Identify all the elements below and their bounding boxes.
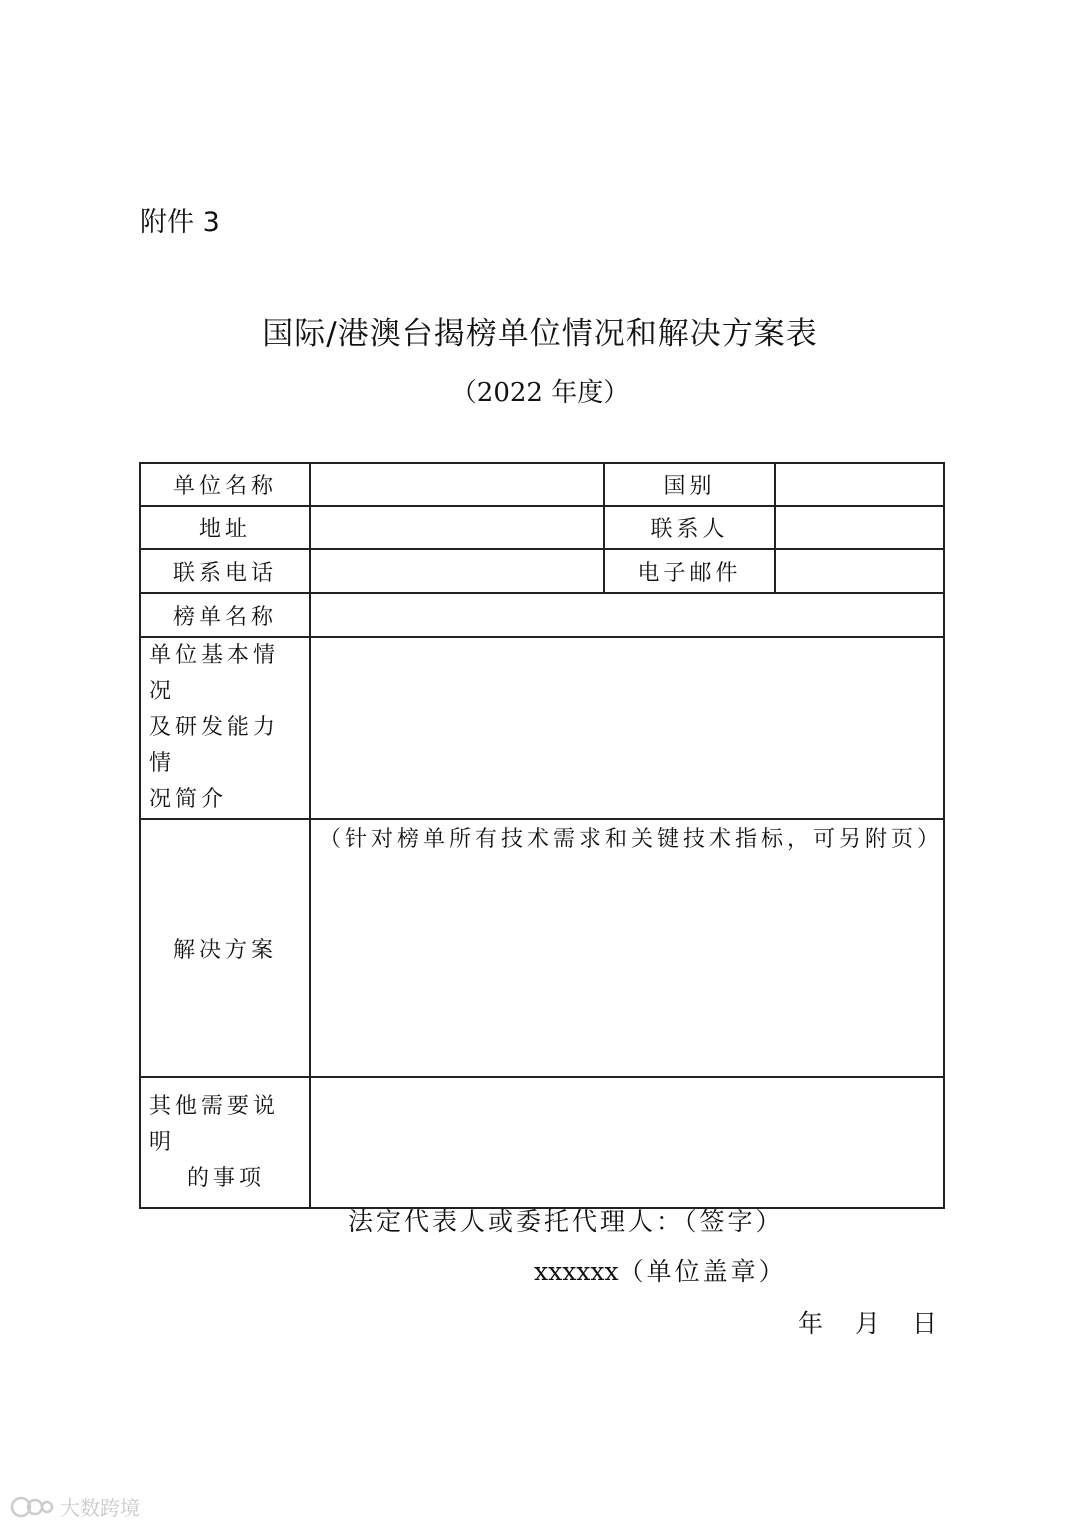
row-unit-intro [140, 637, 944, 819]
date-year: 年 [798, 1309, 824, 1338]
attachment-label: 附件 3 [140, 207, 220, 238]
row-solution [140, 819, 944, 1077]
row-phone [140, 549, 944, 593]
watermark [10, 1492, 140, 1521]
row-address [140, 506, 944, 549]
country-label: 国别 [604, 463, 775, 506]
list-name-field[interactable] [310, 593, 944, 637]
other-label-line1: 其他需要说明 [149, 1093, 280, 1155]
seal-placeholder: xxxxxx [534, 1257, 619, 1286]
list-name-label: 榜单名称 [140, 593, 310, 637]
year-subtitle: （2022 年度） [450, 378, 630, 408]
email-field[interactable] [775, 549, 944, 593]
unit-intro-field[interactable] [310, 637, 944, 819]
date-day: 日 [912, 1309, 938, 1338]
contact-label: 联系人 [604, 506, 775, 549]
solution-field[interactable] [310, 819, 944, 1077]
solution-hint: （针对榜单所有技术需求和关键技术指标，可另附页） [319, 827, 944, 852]
solution-label: 解决方案 [140, 819, 310, 1077]
date-line [798, 1304, 937, 1340]
date-month: 月 [855, 1309, 881, 1338]
page-title: 国际/港澳台揭榜单位情况和解决方案表 [262, 316, 818, 352]
unit-intro-label-line1: 单位基本情况 [149, 643, 280, 704]
unit-name-label: 单位名称 [140, 463, 310, 506]
row-other [140, 1077, 944, 1208]
watermark-text: 大数跨境 [60, 1496, 140, 1520]
country-field[interactable] [775, 463, 944, 506]
row-unit-name [140, 463, 944, 506]
address-field[interactable] [310, 506, 604, 549]
application-form-table [139, 462, 945, 1209]
signature-line: 法定代表人或委托代理人：（签字） [348, 1207, 784, 1236]
seal-label: （单位盖章） [618, 1257, 787, 1286]
unit-intro-label [140, 637, 310, 819]
seal-line [534, 1252, 787, 1288]
other-field[interactable] [310, 1077, 944, 1208]
unit-intro-label-line3: 况简介 [149, 787, 228, 812]
address-label: 地址 [140, 506, 310, 549]
unit-intro-label-line2: 及研发能力情 [149, 715, 280, 776]
unit-name-field[interactable] [310, 463, 604, 506]
phone-label: 联系电话 [140, 549, 310, 593]
phone-field[interactable] [310, 549, 604, 593]
watermark-logo-icon [10, 1494, 54, 1520]
row-list-name [140, 593, 944, 637]
email-label: 电子邮件 [604, 549, 775, 593]
other-label-line2: 的事项 [187, 1165, 266, 1191]
other-label [140, 1077, 310, 1208]
contact-field[interactable] [775, 506, 944, 549]
